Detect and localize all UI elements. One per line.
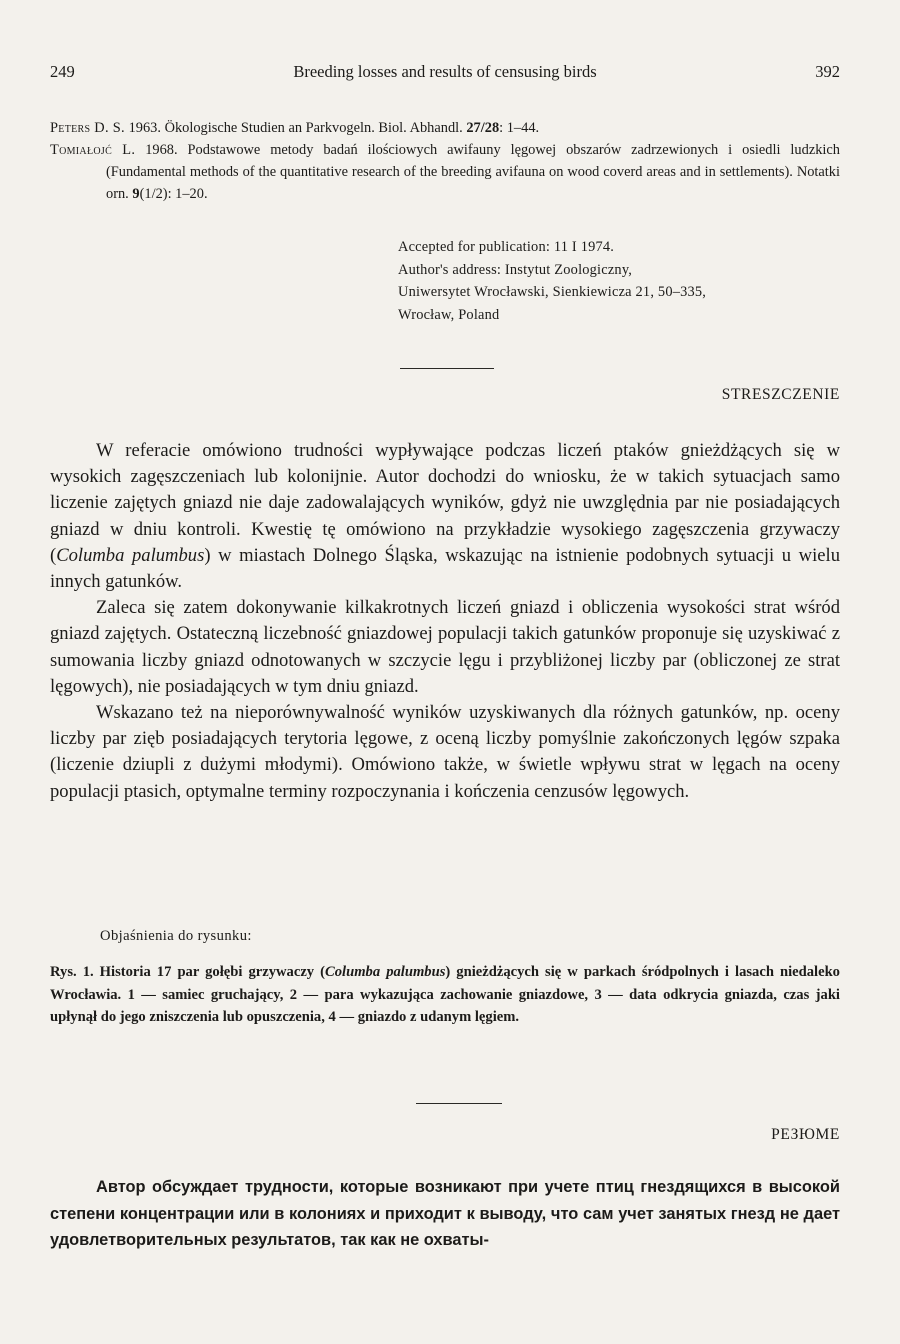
reference-pages: (1/2): 1–20. (139, 186, 208, 202)
acceptance-block (398, 236, 840, 326)
page-number-right: 392 (815, 62, 840, 81)
author-address-line: Wrocław, Poland (398, 306, 500, 323)
species-name: Columba palumbus (56, 544, 205, 566)
rezyume-title: РЕЗЮМЕ (771, 1126, 840, 1143)
streszczenie-paragraph: Zaleca się zatem dokonywanie kilkakrotnych liczeń gniazd i obliczenia wysokości strat wśród gniazd zajętych. Ostateczną liczebność gniazdowej populacji takich gatunków proponuje się uzyskiwać z sumowania liczby gniazd odnotowanych w szczycie lęgu i przybliżonej liczby par (obliczonej ze strat lęgowych), nie posiadających w tym dniu gniazd. (50, 597, 840, 697)
author-address-line: Author's address: Instytut Zoologiczny, (398, 261, 633, 278)
page-number-left: 249 (50, 62, 75, 81)
caption-part: Rys. 1. Historia 17 par gołębi grzywaczy ( (50, 964, 325, 980)
reference-item (50, 139, 840, 205)
streszczenie-paragraph: Wskazano też na nieporównywalność wyników uzyskiwanych dla różnych gatunków, np. oceny liczby par zięb posiadających terytoria lęgowe, z oceną liczby pomyślnie zakończonych lęgów szpaka (liczenie dziupli z dużymi młodymi). Omówiono także, w świetle wpływu strat w lęgach na oceny populacji ptasich, optymalne terminy rozpoczynania i kończenia cenzusów lęgowych. (50, 702, 840, 802)
caption-part: ) gnieżdżących się w parkach śródpolnych i lasach niedaleko Wrocławia. 1 — samiec gruchający, 2 — para wykazująca zachowanie gniazdowe, 3 — data odkrycia gniazda, czas jaki upłynął do jego zniszczenia lub opuszczenia, 4 — gniazdo z udanym lęgiem. (50, 964, 840, 1025)
streszczenie-title: STRESZCZENIE (721, 386, 840, 403)
reference-year: 1963. (128, 120, 161, 136)
species-name: Columba palumbus (325, 964, 446, 980)
streszczenie-paragraph (50, 438, 840, 595)
reference-volume: 27/28 (466, 120, 500, 136)
reference-text: Ökologische Studien an Parkvogeln. Biol. Abhandl. (164, 120, 463, 136)
section-divider (416, 1103, 502, 1104)
reference-author: Peters D. S. (50, 120, 125, 136)
figure-explanation-heading: Objaśnienia do rysunku: (100, 928, 252, 944)
reference-year: 1968. (145, 142, 178, 158)
running-head (50, 62, 840, 84)
paragraph-text: ) w miastach Dolnego Śląska, wskazując na istnienie podobnych sytuacji u wielu innych gatunków. (50, 544, 840, 593)
rezyume-paragraph: Автор обсуждает трудности, которые возникают при учете птиц гнездящихся в высокой степени концентрации или в колониях и приходит к выводу, что сам учет занятых гнезд не дает удовлетворительных результатов, так как не охваты- (50, 1178, 840, 1249)
caption-text (50, 961, 840, 1029)
reference-volume: 9 (132, 186, 140, 202)
reference-pages: : 1–44. (499, 120, 540, 136)
streszczenie-body (50, 438, 840, 805)
reference-text: Podstawowe metody badań ilościowych awifauny lęgowej obszarów zadrzewionych i osiedli ludzkich (Fundamental methods of the quantitative research of the breeding avifauna on wood coverd areas and in settlements). Notatki orn. (106, 142, 840, 202)
reference-item (50, 117, 840, 139)
reference-list (50, 117, 840, 205)
figure-caption (50, 961, 840, 1029)
paragraph-text: W referacie omówiono trudności wypływające podczas liczeń ptaków gnieżdżących się w wysokich zagęszczeniach lub kolonijnie. Autor dochodzi do wniosku, że w takich sytuacjach samo liczenie zajętych gniazd nie daje zadowalających wyników, gdyż nie uwzględnia par nie posiadających gniazd w dniu kontroli. Kwestię tę omówiono na przykładzie wysokiego zagęszczenia grzywaczy ( (50, 440, 840, 566)
rezyume-body (50, 1174, 840, 1254)
reference-author: Tomiałojć L. (50, 142, 136, 158)
section-divider (400, 368, 494, 369)
page (50, 0, 840, 1344)
running-title: Breeding losses and results of censusing birds (293, 62, 597, 81)
acceptance-date: Accepted for publication: 11 I 1974. (398, 239, 615, 255)
author-address-line: Uniwersytet Wrocławski, Sienkiewicza 21, 50–335, (398, 284, 707, 300)
